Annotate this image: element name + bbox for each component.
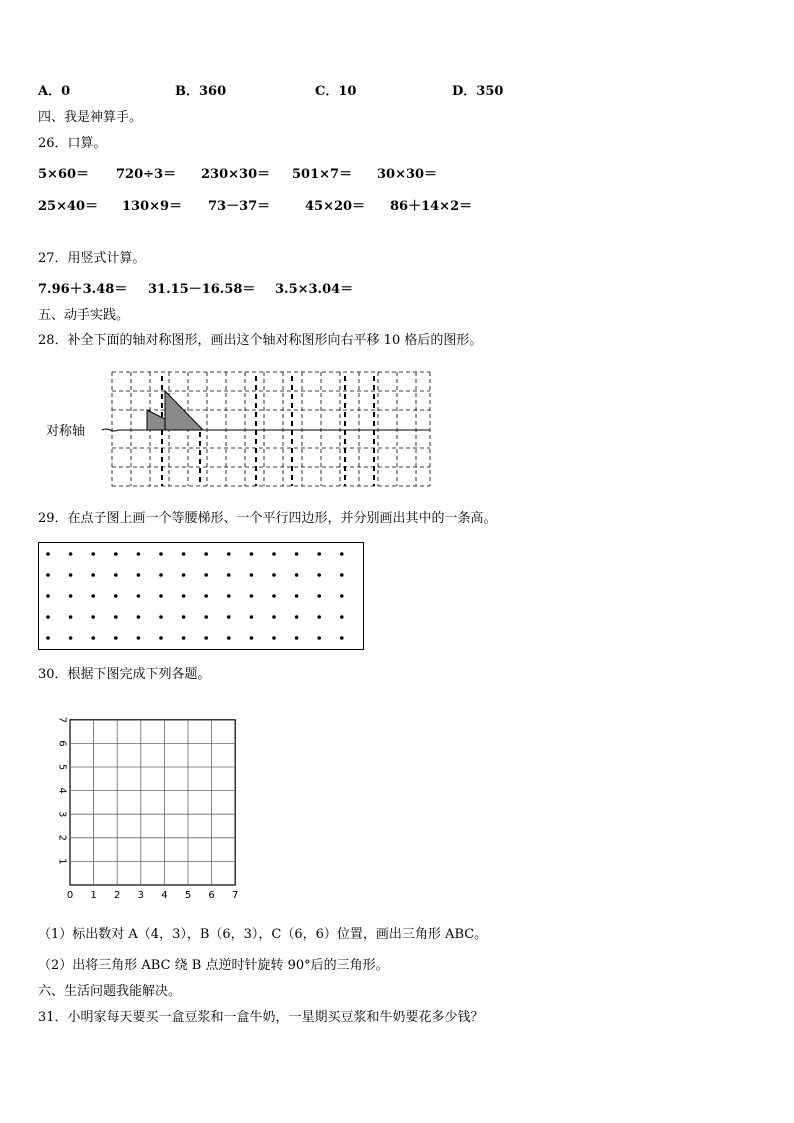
grid-border [70, 720, 235, 885]
q26-r2-c2: 130×9＝ [122, 199, 183, 214]
q26-r1-c1: 5×60＝ [38, 167, 90, 182]
y-tick-label: 4 [56, 787, 68, 794]
q30-sub2: （2）出将三角形 ABC 绕 B 点逆时针旋转 90°后的三角形。 [38, 958, 389, 973]
q26-r1-c3: 230×30＝ [201, 167, 271, 182]
y-tick-label: 5 [56, 763, 68, 771]
symmetry-axis-label: 对称轴 [46, 424, 86, 439]
q28-title: 28．补全下面的轴对称图形，画出这个轴对称图形向右平移 10 格后的图形。 [38, 333, 483, 348]
choice-b: B．360 [175, 84, 227, 99]
q30-title: 30．根据下图完成下列各题。 [38, 667, 211, 682]
x-tick-label: 4 [161, 890, 168, 901]
y-tick-label: 6 [56, 740, 68, 747]
x-tick-label: 3 [137, 890, 144, 901]
y-tick-label: 3 [56, 811, 68, 818]
q29-title: 29．在点子图上画一个等腰梯形、一个平行四边形，并分别画出其中的一条高。 [38, 511, 497, 526]
q26-r2-c3: 73－37＝ [208, 199, 271, 214]
q26-r2-c1: 25×40＝ [38, 199, 99, 214]
q27-item-2: 31.15－16.58＝ [148, 282, 256, 297]
q26-title: 26．口算。 [38, 136, 107, 151]
q26-r1-c2: 720÷3＝ [116, 167, 177, 182]
x-tick-label: 0 [66, 890, 74, 901]
section-4-title: 四、我是神算手。 [38, 110, 143, 125]
choice-c: C．10 [315, 84, 357, 99]
x-tick-label: 2 [114, 890, 121, 901]
x-tick-label: 7 [232, 890, 239, 901]
section-6-title: 六、生活问题我能解决。 [38, 984, 182, 999]
x-tick-label: 1 [90, 890, 97, 901]
q31-title: 31．小明家每天要买一盒豆浆和一盒牛奶，一星期买豆浆和牛奶要花多少钱？ [38, 1010, 484, 1025]
q26-r1-c5: 30×30＝ [377, 167, 438, 182]
q26-r1-c4: 501×7＝ [292, 167, 353, 182]
choice-a: A．0 [38, 84, 71, 99]
x-tick-label: 6 [208, 890, 215, 901]
q27-title: 27．用竖式计算。 [38, 251, 146, 266]
section-5-title: 五、动手实践。 [38, 308, 130, 323]
choice-d: D．350 [452, 84, 504, 99]
q27-item-1: 7.96＋3.48＝ [38, 282, 128, 297]
q26-r2-c5: 86＋14×2＝ [390, 199, 473, 214]
x-tick-label: 5 [184, 890, 192, 901]
y-tick-label: 7 [56, 716, 68, 723]
q27-item-3: 3.5×3.04＝ [275, 282, 354, 297]
y-tick-label: 1 [56, 858, 68, 865]
q26-r2-c4: 45×20＝ [305, 199, 366, 214]
y-tick-label: 2 [56, 834, 68, 841]
q30-sub1: （1）标出数对 A（4，3），B（6，3），C（6，6）位置，画出三角形 ABC。 [38, 927, 488, 942]
